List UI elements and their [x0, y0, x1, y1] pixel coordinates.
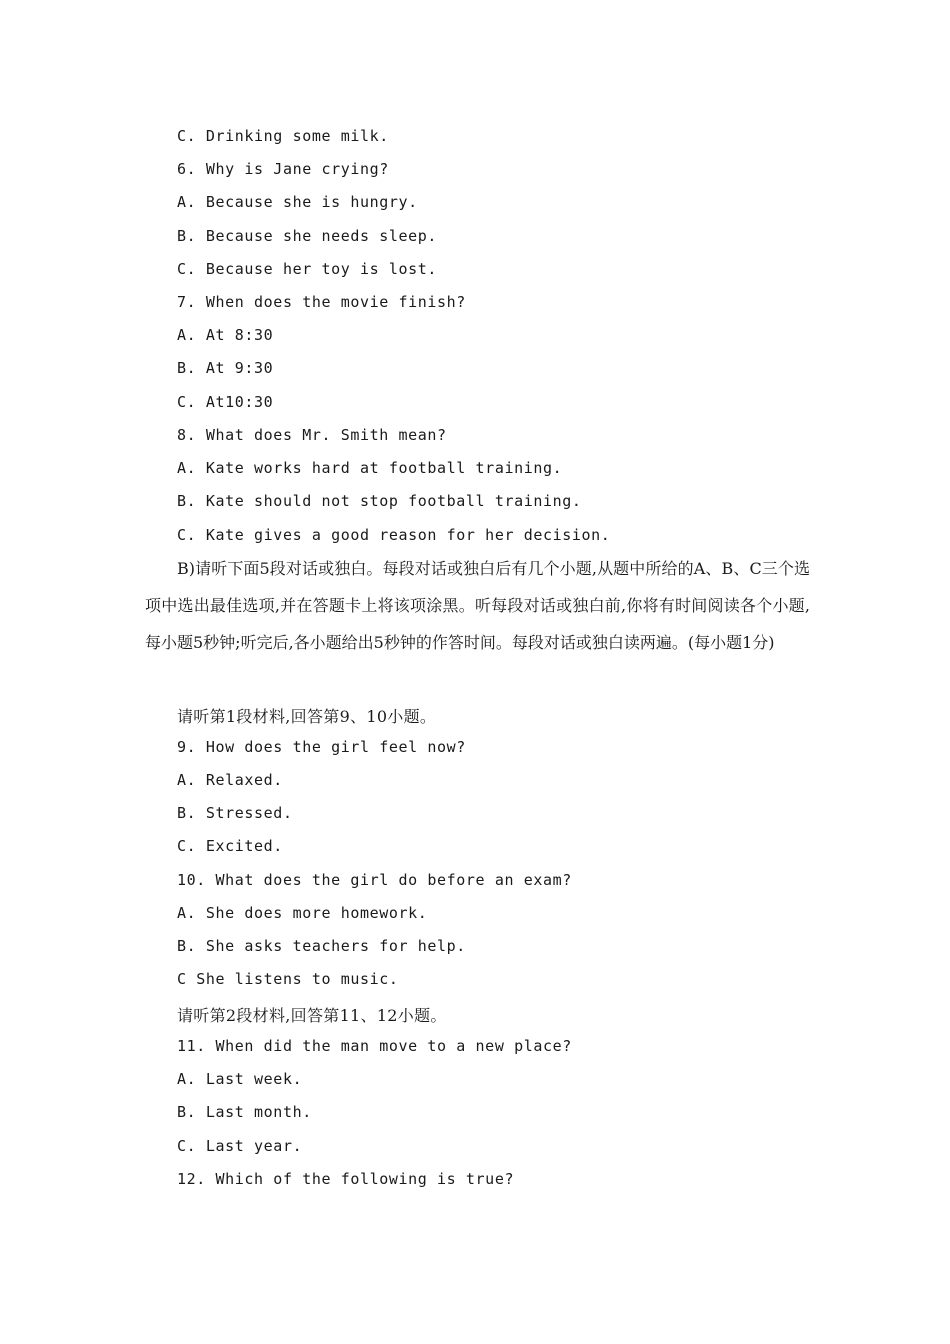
question-7: 7. When does the movie finish? — [177, 293, 466, 311]
option-8a: A. Kate works hard at football training. — [177, 459, 563, 477]
option-10c: C She listens to music. — [177, 970, 399, 988]
option-6b: B. Because she needs sleep. — [177, 227, 438, 245]
option-6a: A. Because she is hungry. — [177, 193, 418, 211]
option-10a: A. She does more homework. — [177, 904, 428, 922]
option-9b: B. Stressed. — [177, 804, 293, 822]
question-6: 6. Why is Jane crying? — [177, 160, 389, 178]
option-7a: A. At 8:30 — [177, 326, 274, 344]
option-9a: A. Relaxed. — [177, 771, 283, 789]
question-12: 12. Which of the following is true? — [177, 1170, 515, 1188]
question-8: 8. What does Mr. Smith mean? — [177, 426, 447, 444]
option-8c: C. Kate gives a good reason for her decision. — [177, 526, 611, 544]
option-11b: B. Last month. — [177, 1103, 312, 1121]
question-11: 11. When did the man move to a new place? — [177, 1037, 572, 1055]
option-6c: C. Because her toy is lost. — [177, 260, 438, 278]
material-2-heading: 请听第2段材料,回答第11、12小题。 — [177, 1006, 447, 1025]
question-10: 10. What does the girl do before an exam? — [177, 871, 572, 889]
material-1-heading: 请听第1段材料,回答第9、10小题。 — [177, 707, 437, 726]
option-8b: B. Kate should not stop football training. — [177, 492, 582, 510]
option-10b: B. She asks teachers for help. — [177, 937, 466, 955]
option-9c: C. Excited. — [177, 837, 283, 855]
option-5c: C. Drinking some milk. — [177, 127, 389, 145]
option-11c: C. Last year. — [177, 1137, 303, 1155]
question-9: 9. How does the girl feel now? — [177, 738, 466, 756]
option-7b: B. At 9:30 — [177, 359, 274, 377]
option-7c: C. At10:30 — [177, 393, 274, 411]
section-b-instruction: B)请听下面5段对话或独白。每段对话或独白后有几个小题,从题中所给的A、B、C三个选项中选出最佳选项,并在答题卡上将该项涂黑。听每段对话或独白前,你将有时间阅读各个小题,每小题5秒钟;听完后,各小题给出5秒钟的作答时间。每段对话或独白读两遍。(每小题1分) — [145, 559, 810, 652]
option-11a: A. Last week. — [177, 1070, 303, 1088]
